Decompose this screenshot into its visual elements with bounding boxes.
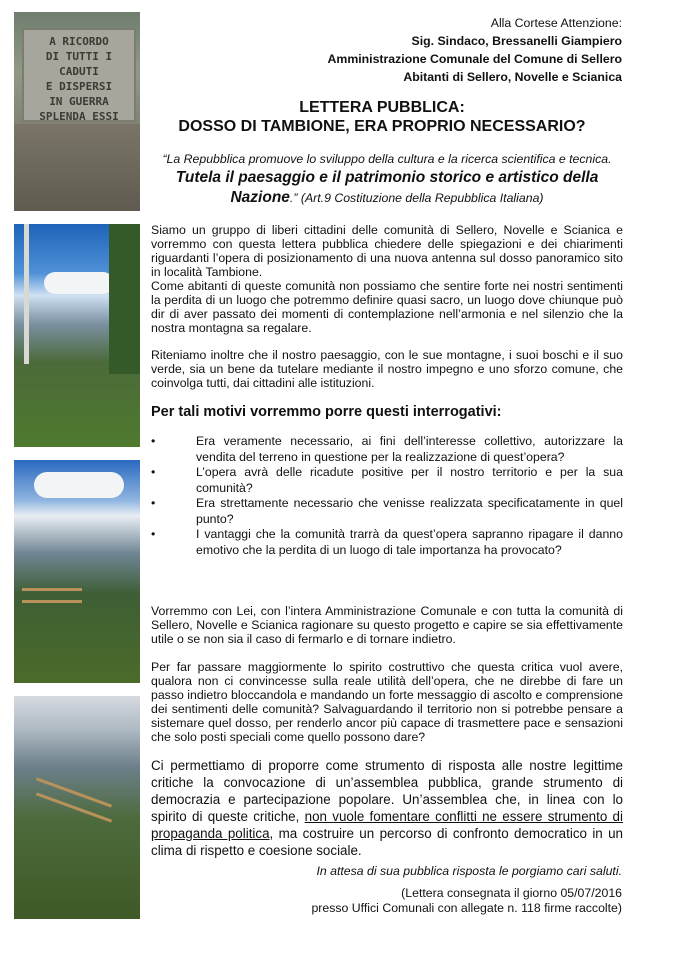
quote-emphasis-end: Nazione	[230, 189, 290, 206]
plaque-text: DI TUTTI I CADUTI	[45, 50, 113, 78]
tree	[109, 224, 140, 374]
assembly-text: Ci permettiamo di proporre come strumento di risposta alle nostre legittime critiche la convocazione di un’assemblea pubblica, grande strumento di democrazia e partecipazione popolare. Un’assemblea che, in linea con lo spirito di queste critiche,	[151, 758, 623, 824]
mountain-view-photo-2	[14, 460, 140, 683]
paragraph-dialogue: Vorremmo con Lei, con l’intera Amministrazione Comunale e con tutta la comunità di Sellero, Novelle e Scianica ragionare su questo progetto e capire se sia effettivamente utile o se non sia il caso di fermarlo e di tornare indietro.	[151, 604, 623, 646]
delivery-line-1: (Lettera consegnata il giorno 05/07/2016	[401, 886, 622, 900]
list-item	[151, 465, 623, 496]
letter-title	[150, 98, 614, 136]
constitution-quote	[150, 151, 624, 208]
wooden-fence	[22, 588, 82, 591]
flag-pole	[24, 224, 29, 364]
plaque-text: IN GUERRA	[49, 95, 109, 108]
list-item	[151, 527, 623, 558]
stone-base	[14, 124, 140, 211]
question-text: Era veramente necessario, ai fini dell’interesse collettivo, autorizzare la vendita del terreno in questione per la realizzazione di quest’opera?	[196, 434, 623, 464]
quote-source: .” (Art.9 Costituzione della Repubblica Italiana)	[289, 191, 544, 205]
plaque-text: A RICORDO	[49, 35, 109, 48]
addressee-administration: Amministrazione Comunale del Comune di Sellero	[327, 52, 622, 66]
delivery-line-2: presso Uffici Comunali con allegate n. 118 firme raccolte)	[311, 901, 622, 915]
paragraph-text: Come abitanti di queste comunità non possiamo che sentire forte nei nostri sentimenti la perdita di un luogo che potremmo definire quasi sacro, un luogo dove chiunque può dir di aver passato dei momenti di contemplazione nell’armonia e nel silenzio che la nostra montagna sa regalare.	[151, 279, 623, 335]
addressee-intro: Alla Cortese Attenzione:	[490, 16, 622, 30]
paragraph-text: Siamo un gruppo di liberi cittadini delle comunità di Sellero, Novelle e Scianica e vorremmo con questa lettera pubblica chiedere delle spiegazioni e dei chiarimenti riguardanti l’opera di posizionamento di una nuova antenna sul dosso panoramico sito in località Tambione.	[151, 223, 623, 279]
wooden-fence	[36, 792, 112, 822]
assembly-text: , ma costruire un percorso di confronto democratico in un clima di rispetto e coesione sociale.	[151, 826, 624, 858]
memorial-plaque-photo	[14, 12, 140, 211]
cloud	[34, 472, 124, 498]
list-item	[151, 434, 623, 465]
assembly-underlined-text: non vuole fomentare conflitti ne essere strumento di propaganda politica	[151, 809, 623, 841]
questions-heading: Per tali motivi vorremmo porre questi interrogativi:	[151, 404, 502, 420]
question-text: I vantaggi che la comunità trarrà da quest’opera sapranno ripagare il danno emotivo che la perdita di un luogo di tale importanza ha provocato?	[196, 527, 623, 557]
wooden-fence	[36, 777, 112, 807]
addressee-block	[328, 14, 623, 86]
addressee-mayor: Sig. Sindaco, Bressanelli Giampiero	[411, 34, 622, 48]
quote-emphasis: Tutela il paesaggio e il patrimonio storico e artistico della	[175, 169, 599, 186]
paragraph-assembly	[151, 757, 623, 859]
title-line-1: LETTERA PUBBLICA:	[299, 99, 465, 116]
mountain-view-photo-3	[14, 696, 140, 919]
closing-greeting: In attesa di sua pubblica risposta le porgiamo cari saluti.	[316, 864, 622, 878]
bullet-icon: •	[151, 496, 156, 510]
mountain-view-photo-1	[14, 224, 140, 447]
bullet-icon: •	[151, 465, 156, 479]
cloud	[44, 272, 114, 294]
plaque-text: E DISPERSI	[45, 80, 113, 93]
paragraph-proposal: Per far passare maggiormente lo spirito costruttivo che questa critica vuol avere, qualora non ci convincesse sulla reale utilità dell’opera, che ne direbbe di fare un passo indietro bloccandola e mandando un forte messaggio di ascolto e comprensione dei sentimenti delle comunità? Salvaguardando il territorio non si potrebbe pensare a sistemare quel dosso, per renderlo ancor più capace di trasmettere pace e sensazioni che solo posti speciali come quello possono dare?	[151, 660, 623, 744]
questions-list	[151, 434, 623, 558]
plaque-text: SPLENDA ESSI	[39, 110, 119, 123]
question-text: L’opera avrà delle ricadute positive per il nostro territorio e per la sua comunità?	[196, 465, 623, 495]
bullet-icon: •	[151, 434, 156, 448]
quote-line-1: “La Repubblica promuove lo sviluppo della cultura e la ricerca scientifica e tecnica.	[162, 152, 612, 166]
title-line-2: DOSSO DI TAMBIONE, ERA PROPRIO NECESSARIO?	[178, 118, 586, 135]
delivery-note	[311, 886, 622, 916]
list-item	[151, 496, 623, 527]
paragraph-landscape: Riteniamo inoltre che il nostro paesaggio, con le sue montagne, i suoi boschi e il suo verde, sia un bene da tutelare mediante il nostro impegno e uno sforzo comune, che coinvolga tutti, dai cittadini alle istituzioni.	[151, 348, 623, 390]
wooden-fence	[22, 600, 82, 603]
memorial-plaque	[22, 28, 136, 122]
bullet-icon: •	[151, 527, 156, 541]
addressee-residents: Abitanti di Sellero, Novelle e Scianica	[403, 70, 622, 84]
paragraph-intro	[151, 223, 623, 335]
question-text: Era strettamente necessario che venisse realizzata specificatamente in quel punto?	[196, 496, 623, 526]
